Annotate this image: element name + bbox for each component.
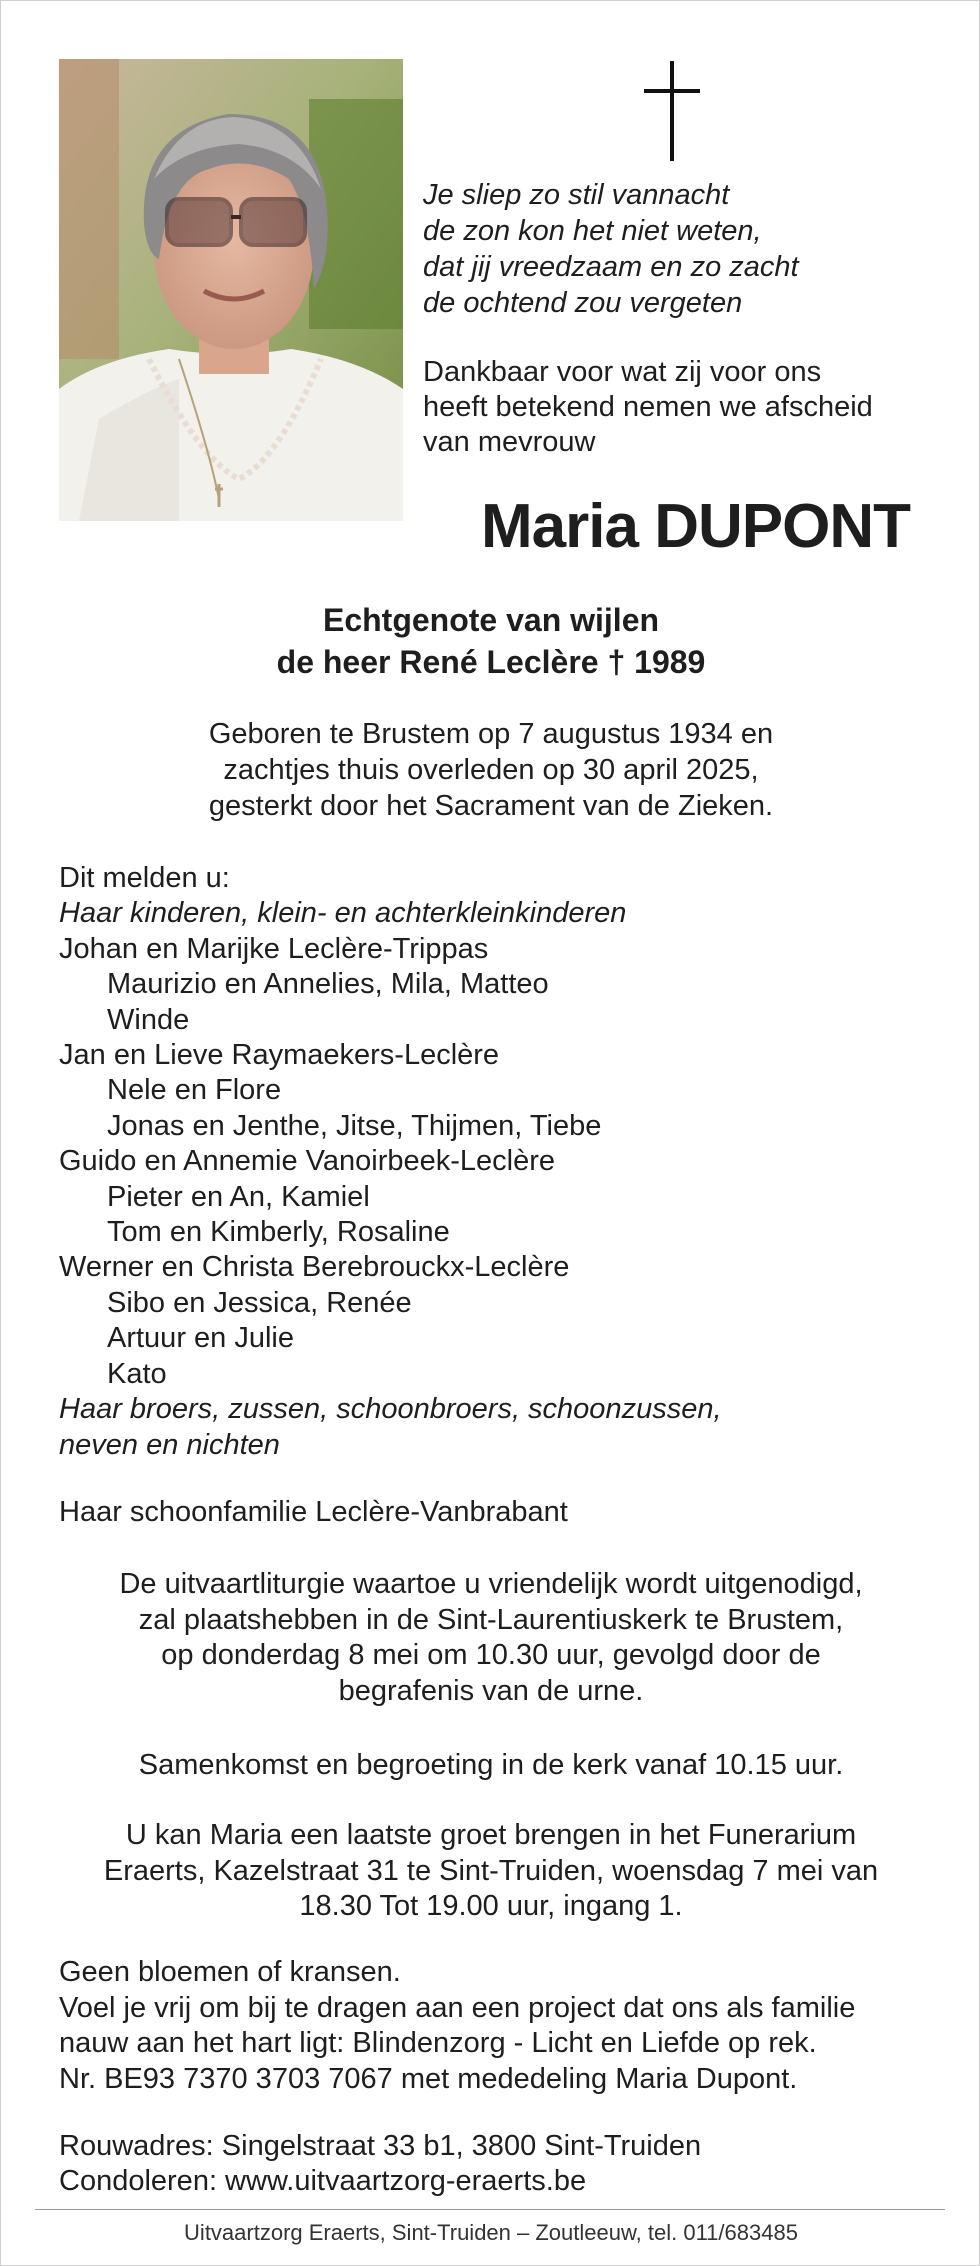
birth-death-info: [1, 716, 980, 824]
family-line: Dit melden u:: [59, 862, 230, 894]
intro-line: van mevrouw: [423, 426, 596, 458]
donation-line: Voel je vrij om bij te dragen aan een project dat ons als familie: [59, 1991, 856, 2024]
family-line: Winde: [107, 1003, 190, 1036]
family-line: Sibo en Jessica, Renée: [107, 1286, 412, 1319]
service-line: zal plaatshebben in de Sint-Laurentiuskerk te Brustem,: [138, 1603, 844, 1636]
condolence-link[interactable]: Condoleren: www.uitvaartzorg-eraerts.be: [59, 2165, 587, 2197]
visit-line: U kan Maria een laatste groet brengen in het Funerarium: [125, 1819, 857, 1851]
family-line: Haar broers, zussen, schoonbroers, schoonzussen,: [59, 1393, 722, 1426]
intro-line: Dankbaar voor wat zij voor ons: [423, 356, 822, 388]
donation-line: nauw aan het hart ligt: Blindenzorg - Licht en Liefde op rek.: [59, 2027, 817, 2059]
poem-line: de zon kon het niet weten,: [423, 215, 762, 247]
funeral-service-info: [1, 1567, 980, 1709]
birth-line: gesterkt door het Sacrament van de Zieken.: [208, 790, 774, 822]
donation-info: [59, 1955, 959, 2097]
family-line: Nele en Flore: [107, 1074, 282, 1107]
spouse-line: de heer René Leclère † 1989: [276, 644, 706, 680]
meeting-info: Samenkomst en begroeting in de kerk vanaf 10.15 uur.: [138, 1749, 844, 1781]
poem-line: Je sliep zo stil vannacht: [423, 179, 730, 211]
in-laws-line: Haar schoonfamilie Leclère-Vanbrabant: [59, 1496, 568, 1528]
portrait-photo: [59, 59, 403, 521]
birth-line: zachtjes thuis overleden op 30 april 2025,: [223, 754, 759, 786]
poem-line: dat jij vreedzaam en zo zacht: [423, 251, 799, 283]
poem-line: de ochtend zou vergeten: [423, 287, 743, 319]
spouse-info: [1, 599, 980, 683]
family-line: Jan en Lieve Raymaekers-Leclère: [59, 1039, 500, 1072]
family-line: Artuur en Julie: [107, 1322, 294, 1355]
donation-line: Geen bloemen of kransen.: [59, 1956, 401, 1988]
mourning-address: Rouwadres: Singelstraat 33 b1, 3800 Sint-Truiden: [59, 2130, 702, 2162]
cross-icon: [644, 61, 700, 161]
visit-line: Eraerts, Kazelstraat 31 te Sint-Truiden, woensdag 7 mei van: [103, 1854, 879, 1887]
contact-info: [59, 2129, 959, 2199]
spouse-line: Echtgenote van wijlen: [322, 602, 660, 638]
family-line: neven en nichten: [59, 1428, 280, 1461]
portrait-image: [59, 59, 403, 521]
family-line: Johan en Marijke Leclère-Trippas: [59, 932, 489, 965]
visit-line: 18.30 Tot 19.00 uur, ingang 1.: [299, 1890, 683, 1922]
birth-line: Geboren te Brustem op 7 augustus 1934 en: [208, 718, 774, 750]
intro-line: heeft betekend nemen we afscheid: [423, 391, 873, 423]
family-line: Pieter en An, Kamiel: [107, 1180, 370, 1213]
family-list: [59, 861, 939, 1463]
deceased-name: Maria DUPONT: [481, 492, 910, 561]
donation-line: Nr. BE93 7370 3703 7067 met mededeling Maria Dupont.: [59, 2062, 798, 2095]
family-line: Guido en Annemie Vanoirbeek-Leclère: [59, 1145, 556, 1178]
service-line: De uitvaartliturgie waartoe u vriendelijk wordt uitgenodigd,: [119, 1568, 863, 1600]
family-line: Tom en Kimberly, Rosaline: [107, 1216, 450, 1249]
family-line: Jonas en Jenthe, Jitse, Thijmen, Tiebe: [107, 1109, 602, 1142]
service-line: begrafenis van de urne.: [338, 1674, 644, 1707]
family-line: Maurizio en Annelies, Mila, Matteo: [107, 968, 549, 1001]
visitation-info: [1, 1818, 980, 1925]
service-line: op donderdag 8 mei om 10.30 uur, gevolgd door de: [161, 1639, 821, 1671]
family-line: Haar kinderen, klein- en achterkleinkinderen: [59, 897, 627, 930]
poem: [423, 177, 943, 321]
footer-divider: [35, 2209, 945, 2210]
intro-text: [423, 355, 943, 460]
family-line: Kato: [107, 1357, 167, 1390]
funeral-home-footer: Uitvaartzorg Eraerts, Sint-Truiden – Zoutleeuw, tel. 011/683485: [184, 2220, 798, 2245]
family-line: Werner en Christa Berebrouckx-Leclère: [59, 1251, 570, 1284]
